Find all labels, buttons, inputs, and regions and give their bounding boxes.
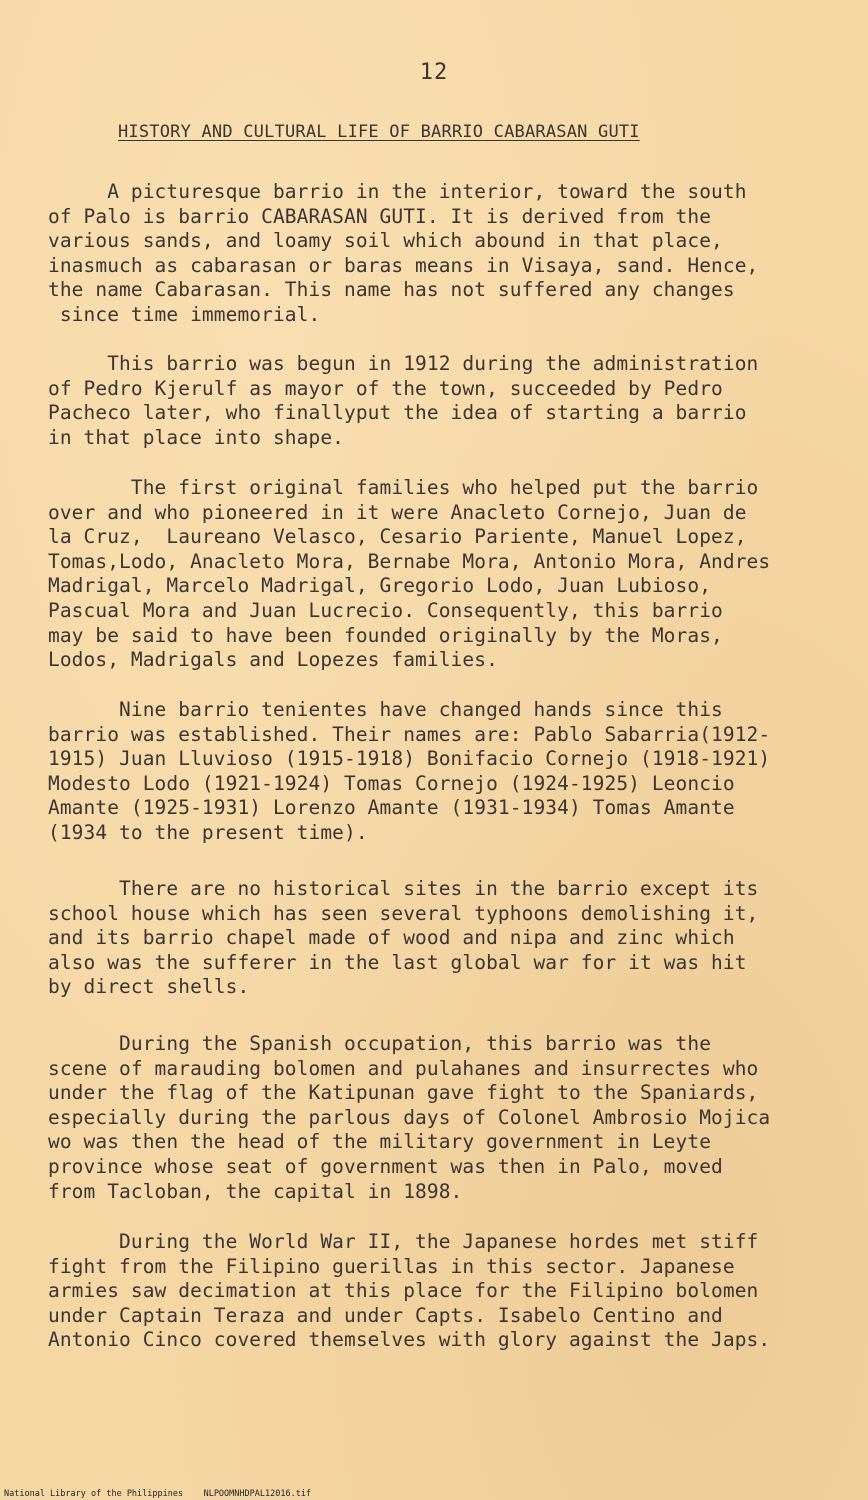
paragraph-historical-sites: There are no historical sites in the barrio except its school house which has seen several typhoons demolishing it, and its barrio chapel made of wood and nipa and zinc which also was the sufferer in the last global war for it was hit by direct shells. xyxy=(48,877,759,999)
paragraph-barrio-tenientes: Nine barrio tenientes have changed hands since this barrio was established. Their names are: Pablo Sabarria(1912- 1915) Juan Lluvioso (1915-1918) Bonifacio Cornejo (1918-1921) Modesto Lodo (1921-1924) Tomas Cornejo (1924-1925) Leoncio Amante (1925-1931) Lorenzo Amante (1931-1934) Tomas Amante (1934 to the present time). xyxy=(48,698,771,844)
paragraph-founding: This barrio was begun in 1912 during the administration of Pedro Kjerulf as mayor of the town, succeeded by Pedro Pacheco later, who finallyput the idea of starting a barrio in that place into shape. xyxy=(48,352,759,449)
scan-footer: National Library of the Philippines NLPOOMNHDPAL12016.tif xyxy=(4,1489,312,1499)
paragraph-spanish-occupation: During the Spanish occupation, this barrio was the scene of marauding bolomen and pulahanes and insurrectes who under the flag of the Katipunan gave fight to the Spaniards, especially during the parlous days of Colonel Ambrosio Mojica wo was then the head of the military government in Leyte province whose seat of government was then in Palo, moved from Tacloban, the capital in 1898. xyxy=(48,1032,771,1203)
paragraph-world-war-ii: During the World War II, the Japanese hordes met stiff fight from the Filipino guerillas in this sector. Japanese armies saw decimation at this place for the Filipino bolomen under Captain Teraza and under Capts. Isabelo Centino and Antonio Cinco covered themselves with glory against the Japs. xyxy=(48,1230,771,1352)
paragraph-original-families: The first original families who helped put the barrio over and who pioneered in it were Anacleto Cornejo, Juan de la Cruz, Laureano Velasco, Cesario Pariente, Manuel Lopez, Tomas,Lodo, Anacleto Mora, Bernabe Mora, Antonio Mora, Andres Madrigal, Marcelo Madrigal, Gregorio Lodo, Juan Lubioso, Pascual Mora and Juan Lucrecio. Consequently, this barrio may be said to have been founded originally by the Moras, Lodos, Madrigals and Lopezes families. xyxy=(48,476,771,672)
page-number: 12 xyxy=(419,60,449,85)
document-title: HISTORY AND CULTURAL LIFE OF BARRIO CABARASAN GUTI xyxy=(118,122,640,142)
paragraph-origin-of-name: A picturesque barrio in the interior, toward the south of Palo is barrio CABARASAN GUTI. It is derived from the various sands, and loamy soil which abound in that place, inasmuch as cabarasan or baras means in Visaya, sand. Hence, the name Cabarasan. This name has not suffered any changes since time immemorial. xyxy=(48,180,759,326)
